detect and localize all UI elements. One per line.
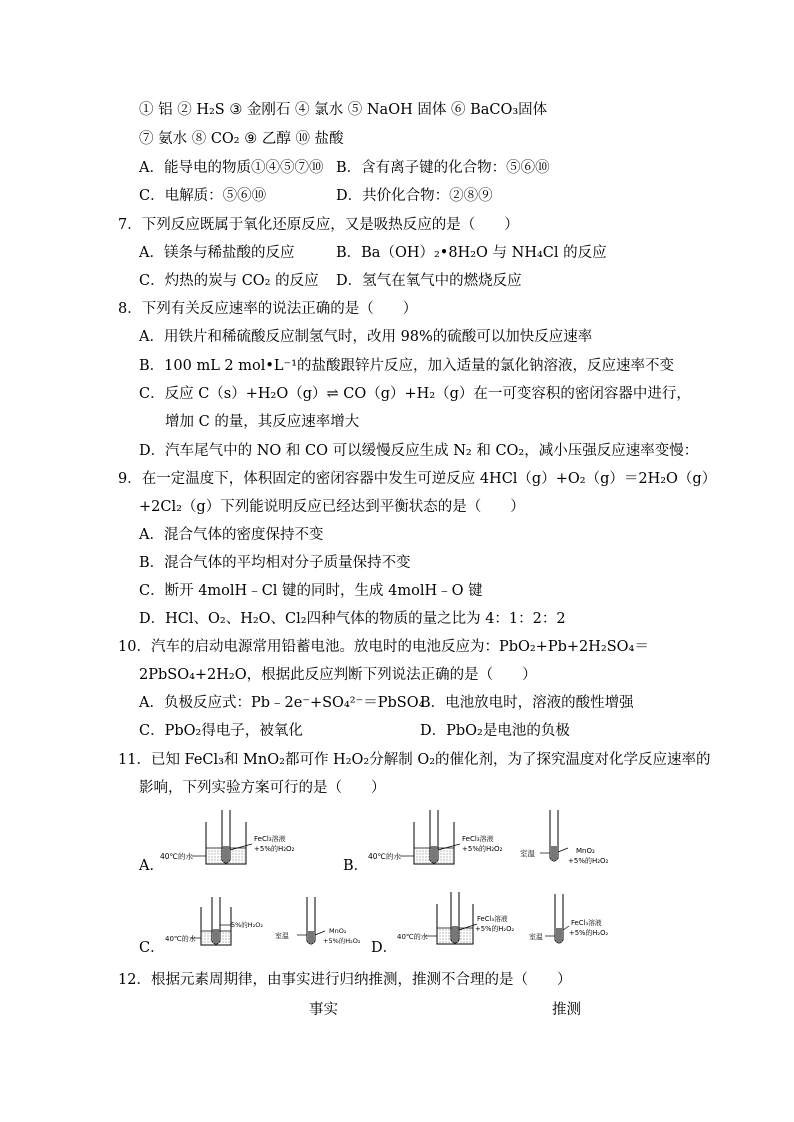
q8-option-c-line1: C．反应 C（s）+H₂O（g）⇌ CO（g）+H₂（g）在一可变容积的密闭容器中进行，	[139, 386, 691, 402]
svg-text:+5%的H₂O₂: +5%的H₂O₂	[475, 925, 515, 933]
svg-text:MnO₂: MnO₂	[576, 847, 595, 855]
svg-text:FeCl₃溶液: FeCl₃溶液	[462, 835, 494, 843]
svg-text:MnO₂: MnO₂	[329, 927, 347, 935]
q12-column-fact: 事实	[309, 1002, 338, 1018]
q7-option-b: B．Ba（OH）₂•8H₂O 与 NH₄Cl 的反应	[336, 245, 607, 261]
svg-text:5%的H₂O₂: 5%的H₂O₂	[231, 921, 264, 929]
q9-option-d: D．HCl、O₂、H₂O、Cl₂四种气体的物质的量之比为 4：1：2：2	[139, 611, 566, 627]
q9-option-b: B．混合气体的平均相对分子质量保持不变	[139, 555, 411, 571]
q6-option-a: A．能导电的物质①④⑤⑦⑩	[139, 160, 324, 176]
q11-stem-line2: 影响，下列实验方案可行的是（ ）	[139, 780, 386, 796]
q11-stem-line1: 11．已知 FeCl₃和 MnO₂都可作 H₂O₂分解制 O₂的催化剂，为了探究温度对化学反应速率的	[118, 752, 711, 768]
svg-text:室温: 室温	[529, 933, 543, 941]
q8-option-c-line2: 增加 C 的量，其反应速率增大	[165, 414, 360, 430]
q7-stem: 7．下列反应既属于氧化还原反应，又是吸热反应的是（ ）	[118, 217, 519, 233]
q8-stem: 8．下列有关反应速率的说法正确的是（ ）	[118, 301, 418, 317]
q8-option-d: D．汽车尾气中的 NO 和 CO 可以缓慢反应生成 N₂ 和 CO₂，减小压强反应速率变慢：	[139, 443, 699, 459]
q11-option-b-label: B．	[343, 858, 369, 874]
q12-stem: 12．根据元素周期律，由事实进行归纳推测，推测不合理的是（ ）	[118, 972, 572, 988]
q11-option-d-label: D．	[371, 940, 398, 956]
q9-option-c: C．断开 4molH﹣Cl 键的同时，生成 4molH﹣O 键	[139, 583, 483, 599]
test-tube-icon	[555, 894, 563, 943]
test-tube-icon	[550, 810, 558, 861]
q10-option-b: B．电池放电时，溶液的酸性增强	[420, 695, 634, 711]
q10-option-d: D．PbO₂是电池的负极	[420, 723, 570, 739]
test-tube-icon	[430, 810, 438, 863]
svg-text:室温: 室温	[275, 932, 289, 940]
q11-figure-a	[160, 808, 310, 870]
svg-text:室温: 室温	[520, 849, 535, 858]
svg-text:FeCl₃溶液: FeCl₃溶液	[477, 915, 508, 923]
q11-figure-d	[397, 890, 627, 950]
svg-text:+5%的H₂O₂: +5%的H₂O₂	[323, 937, 361, 945]
q6-option-c: C．电解质：⑤⑥⑩	[139, 188, 267, 204]
label-fecl3: FeCl₃溶液	[254, 835, 286, 843]
label-h2o2: +5%的H₂O₂	[254, 845, 295, 853]
q9-stem-line1: 9．在一定温度下，体积固定的密闭容器中发生可逆反应 4HCl（g）+O₂（g）＝2H₂O（g）	[118, 471, 717, 487]
q7-option-c: C．灼热的炭与 CO₂ 的反应	[139, 273, 319, 289]
q9-option-a: A．混合气体的密度保持不变	[139, 527, 324, 543]
q7-option-a: A．镁条与稀盐酸的反应	[139, 245, 295, 261]
test-tube-icon	[212, 897, 220, 944]
q11-option-a-label: A．	[139, 858, 164, 874]
q8-option-a: A．用铁片和稀硫酸反应制氢气时，改用 98%的硫酸可以加快反应速率	[139, 329, 593, 345]
label-water40: 40℃的水	[160, 852, 193, 861]
q6-option-b: B．含有离子键的化合物：⑤⑥⑩	[336, 160, 550, 176]
svg-text:+5%的H₂O₂: +5%的H₂O₂	[569, 929, 609, 937]
test-tube-icon	[222, 810, 230, 863]
q7-option-d: D．氢气在氧气中的燃烧反应	[336, 273, 522, 289]
svg-text:+5%的H₂O₂: +5%的H₂O₂	[462, 845, 503, 853]
q10-option-c: C．PbO₂得电子，被氧化	[139, 723, 303, 739]
q12-column-inference: 推测	[552, 1002, 581, 1018]
q10-stem-line2: 2PbSO₄+2H₂O，根据此反应判断下列说法正确的是（ ）	[139, 667, 537, 683]
q6-items-line1: ① 铝 ② H₂S ③ 金刚石 ④ 氯水 ⑤ NaOH 固体 ⑥ BaCO₃固体	[139, 102, 548, 118]
svg-text:40℃的水: 40℃的水	[165, 935, 196, 943]
q6-items-line2: ⑦ 氨水 ⑧ CO₂ ⑨ 乙醇 ⑩ 盐酸	[139, 131, 344, 147]
q9-stem-line2: +2Cl₂（g）下列能说明反应已经达到平衡状态的是（ ）	[139, 499, 525, 515]
q10-option-a: A．负极反应式：Pb﹣2e⁻+SO₄²⁻＝PbSO₄	[139, 695, 425, 711]
q11-figure-b	[368, 808, 628, 870]
test-tube-icon	[307, 897, 315, 944]
q11-option-c-label: C．	[139, 940, 165, 956]
svg-text:40℃的水: 40℃的水	[397, 933, 428, 941]
q10-stem-line1: 10．汽车的启动电源常用铅蓄电池。放电时的电池反应为：PbO₂+Pb+2H₂SO₄＝	[118, 639, 649, 655]
q11-figure-c	[165, 893, 365, 951]
svg-text:+5%的H₂O₂: +5%的H₂O₂	[568, 857, 609, 865]
svg-text:40℃的水: 40℃的水	[368, 852, 401, 861]
test-tube-icon	[451, 892, 459, 943]
q8-option-b: B．100 mL 2 mol•L⁻¹的盐酸跟锌片反应，加入适量的氯化钠溶液，反应速率不变	[139, 358, 675, 374]
q6-option-d: D．共价化合物：②⑧⑨	[336, 188, 493, 204]
svg-text:FeCl₃溶液: FeCl₃溶液	[571, 919, 602, 927]
